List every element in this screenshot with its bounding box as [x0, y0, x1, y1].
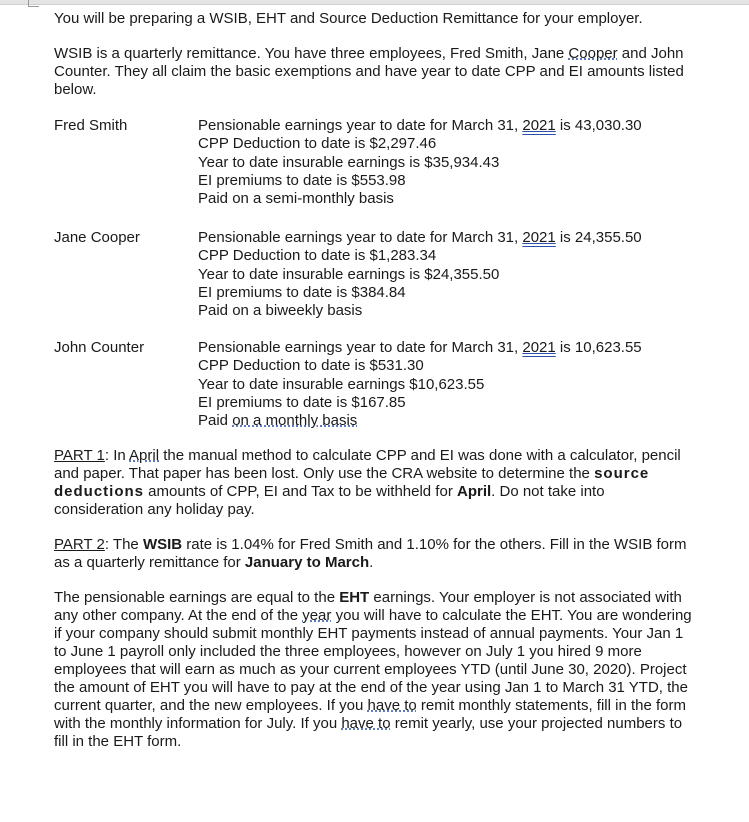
wsib-intro-text: WSIB is a quarterly remittance. You have three employees, Fred Smith, Jane	[54, 45, 569, 62]
pay-frequency: Paid on a biweekly basis	[198, 302, 363, 320]
have-to-phrase-2: have to	[341, 715, 391, 732]
ei-premiums: EI premiums to date is $167.85	[198, 393, 406, 411]
part1-label: PART 1	[54, 447, 105, 464]
intro-paragraph: You will be preparing a WSIB, EHT and Source Deduction Remittance for your employer.	[54, 10, 643, 27]
insurable-earnings: Year to date insurable earnings is $24,355.50	[198, 265, 500, 283]
employee-fred-smith	[54, 117, 694, 208]
cpp-deduction: CPP Deduction to date is $531.30	[198, 357, 424, 375]
pensionable-earnings: Pensionable earnings year to date for March 31, 2021 is 24,355.50	[198, 229, 642, 246]
monthly-basis-phrase: on a monthly basis	[232, 412, 358, 430]
wsib-intro-paragraph	[54, 45, 694, 99]
year-word: 2021	[522, 339, 556, 356]
pay-frequency: Paid on a monthly basis	[198, 412, 358, 430]
employee-details	[198, 339, 698, 430]
employee-name: Fred Smith	[54, 117, 128, 134]
employee-details	[198, 229, 698, 320]
insurable-earnings: Year to date insurable earnings $10,623.55	[198, 375, 485, 393]
cpp-deduction: CPP Deduction to date is $2,297.46	[198, 135, 437, 153]
april-word: April	[129, 447, 160, 464]
ei-premiums: EI premiums to date is $553.98	[198, 171, 406, 189]
period-term: January to March	[244, 554, 370, 571]
wsib-term: WSIB	[142, 536, 183, 553]
source-deductions-term: source deductions	[54, 465, 650, 500]
have-to-phrase: have to	[367, 697, 417, 714]
part2-paragraph: PART 2: The WSIB rate is 1.04% for Fred Smith and 1.10% for the others. Fill in the WSIB form as a quarterly remittance for January to March.	[54, 536, 687, 571]
cpp-deduction: CPP Deduction to date is $1,283.34	[198, 247, 437, 265]
pensionable-earnings: Pensionable earnings year to date for March 31, 2021 is 10,623.55	[198, 339, 642, 356]
eht-term: EHT	[339, 589, 370, 606]
employee-jane-cooper	[54, 229, 694, 320]
employee-name: Jane Cooper	[54, 229, 140, 246]
part2-label: PART 2	[54, 536, 105, 553]
wsib-intro-text-end: and John Counter. They all claim the basic exemptions and have year to date CPP and EI amounts listed below.	[54, 45, 684, 98]
april-bold: April	[456, 483, 492, 500]
year-word: 2021	[522, 229, 556, 246]
cooper-word: Cooper	[568, 45, 618, 62]
eht-paragraph: The pensionable earnings are equal to the EHT earnings. Your employer is not associated with any other company. At the end of the year you will have to calculate the EHT. You are wondering if your company should submit monthly EHT payments instead of annual payments. Your Jan 1 to June 1 payroll only included the three employees, however on July 1 you hired 9 more employees that will earn as much as your current employees YTD (until June 30, 2020). Project the amount of EHT you will have to pay at the end of the year using Jan 1 to March 31 YTD, the current quarter, and the new employees. If you have to remit monthly statements, fill in the form with the monthly information for July. If you have to remit yearly, use your projected numbers to fill in the EHT form.	[54, 589, 692, 750]
employee-details	[198, 117, 698, 208]
employee-john-counter	[54, 339, 694, 430]
document-body	[54, 10, 694, 751]
page-corner-mark	[28, 0, 39, 7]
pensionable-earnings: Pensionable earnings year to date for March 31, 2021 is 43,030.30	[198, 117, 642, 134]
year-word: 2021	[522, 117, 556, 134]
part1-paragraph: PART 1: In April the manual method to calculate CPP and EI was done with a calculator, pencil and paper. That paper has been lost. Only use the CRA website to determine the source deductions amounts of CPP, EI and Tax to be withheld for April. Do not take into consideration any holiday pay.	[54, 447, 681, 518]
ei-premiums: EI premiums to date is $384.84	[198, 283, 406, 301]
page-top-edge	[0, 0, 749, 5]
pay-frequency: Paid on a semi-monthly basis	[198, 190, 394, 208]
employee-name: John Counter	[54, 339, 145, 356]
year-word-dotted: year	[302, 607, 332, 624]
insurable-earnings: Year to date insurable earnings is $35,934.43	[198, 153, 500, 171]
